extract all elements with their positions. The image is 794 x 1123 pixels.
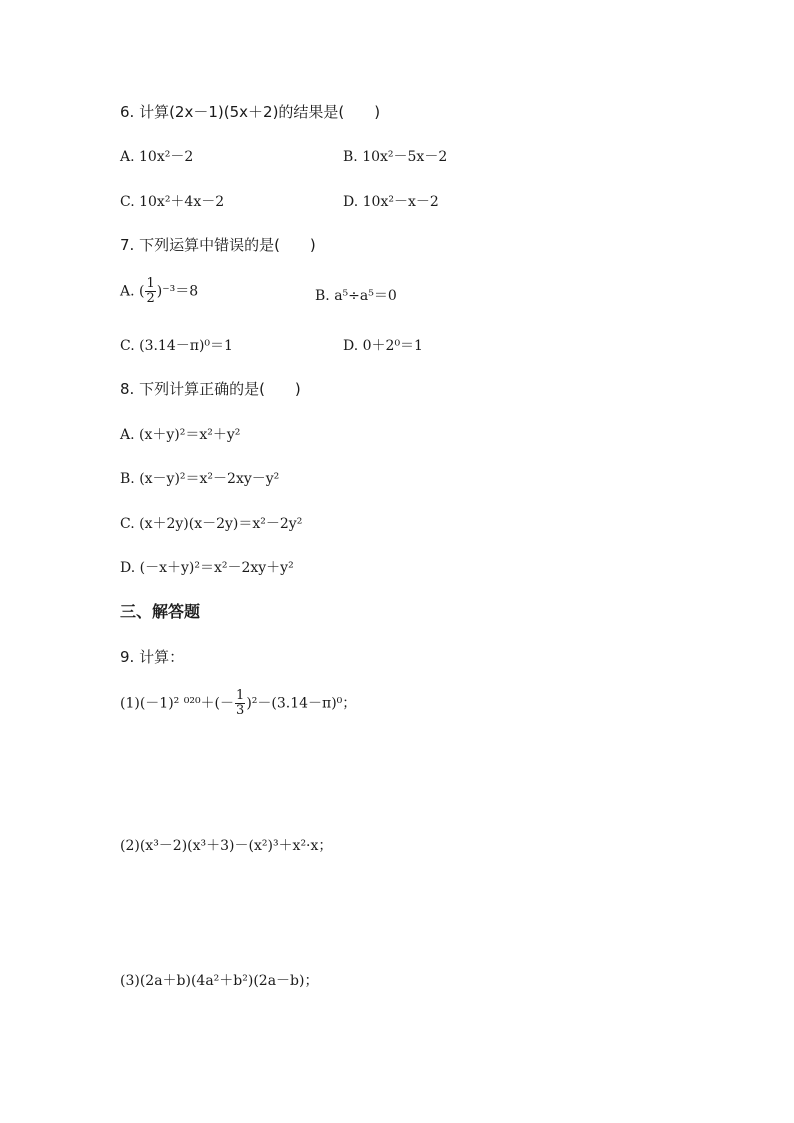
fraction-denominator: 2 [146, 291, 155, 306]
q8-option-b: B. (x－y)²＝x²－2xy－y² [120, 471, 280, 487]
q6-option-b: B. 10x²－5x－2 [343, 149, 448, 165]
q7-option-a [120, 277, 198, 306]
fraction [235, 689, 245, 718]
q7-option-a-prefix: A. ( [120, 283, 145, 300]
q6-option-c: C. 10x²＋4x－2 [120, 194, 225, 210]
q7-option-a-suffix: )⁻³＝8 [156, 283, 199, 300]
q7-option-d: D. 0＋2⁰＝1 [343, 338, 423, 354]
q6-option-a: A. 10x²－2 [120, 149, 194, 165]
question-6-stem: 6. 计算(2x－1)(5x＋2)的结果是( ) [120, 103, 381, 121]
q6-option-d: D. 10x²－x－2 [343, 194, 439, 210]
q8-option-a: A. (x＋y)²＝x²＋y² [120, 427, 241, 443]
q9-part-1 [120, 689, 356, 718]
fraction-numerator: 1 [146, 276, 155, 291]
q9-part-3: (3)(2a＋b)(4a²＋b²)(2a－b)； [120, 973, 319, 989]
q7-option-b: B. a⁵÷a⁵＝0 [315, 288, 397, 304]
fraction-denominator: 3 [236, 703, 245, 718]
fraction-numerator: 1 [236, 688, 245, 703]
fraction [145, 277, 155, 306]
section-heading: 三、解答题 [120, 602, 201, 621]
q7-option-c: C. (3.14－π)⁰＝1 [120, 338, 233, 354]
q8-option-c: C. (x＋2y)(x－2y)＝x²－2y² [120, 516, 303, 532]
q9-part-1-suffix: )²－(3.14－π)⁰； [246, 695, 357, 712]
q8-option-d: D. (－x＋y)²＝x²－2xy＋y² [120, 560, 294, 576]
question-7-stem: 7. 下列运算中错误的是( ) [120, 236, 316, 254]
question-9-stem: 9. 计算： [120, 648, 185, 666]
q9-part-2: (2)(x³－2)(x³＋3)－(x²)³＋x²·x； [120, 838, 333, 854]
question-8-stem: 8. 下列计算正确的是( ) [120, 380, 301, 398]
q9-part-1-prefix: (1)(－1)² ⁰²⁰＋(－ [120, 695, 235, 712]
